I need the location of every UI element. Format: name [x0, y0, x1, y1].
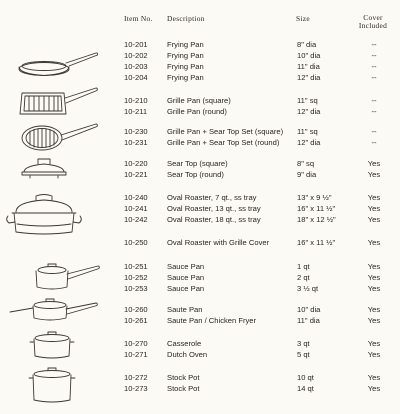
grille-pan-round-icon	[22, 124, 97, 150]
casserole-icon	[30, 332, 74, 358]
item-size: 11" dia	[297, 316, 320, 325]
item-number: 10-204	[124, 73, 148, 82]
frying-pan-icon	[19, 53, 98, 76]
item-number: 10-251	[124, 262, 148, 271]
cover-header-line2: Included	[358, 21, 388, 30]
item-number: 10-252	[124, 273, 148, 282]
cover-included: Yes	[367, 262, 381, 271]
oval-roaster-icon	[7, 195, 82, 235]
item-number: 10-203	[124, 62, 148, 71]
item-size: 12" dia	[297, 107, 321, 116]
item-size: 11" dia	[297, 62, 320, 71]
item-description: Oval Roaster with Grille Cover	[167, 238, 270, 247]
cover-included: Yes	[367, 273, 381, 282]
item-size: 11" sq	[297, 96, 318, 105]
item-description: Frying Pan	[167, 40, 204, 49]
saute-pan-icon	[10, 299, 97, 320]
item-size: 3 ½ qt	[297, 284, 319, 293]
cover-included: Yes	[367, 238, 381, 247]
cover-header-line1: Cover	[363, 13, 383, 22]
item-description: Oval Roaster, 13 qt., ss tray	[167, 204, 261, 213]
item-description: Saute Pan / Chicken Fryer	[167, 316, 257, 325]
cover-included: Yes	[367, 384, 381, 393]
grille-pan-square-icon	[20, 88, 97, 114]
item-number: 10-261	[124, 316, 148, 325]
item-number: 10-202	[124, 51, 148, 60]
sauce-pan-icon	[36, 264, 99, 289]
item-number: 10-210	[124, 96, 148, 105]
item-size: 1 qt	[297, 262, 310, 271]
cover-included: Yes	[367, 193, 381, 202]
item-size: 14 qt	[297, 384, 314, 393]
item-description: Casserole	[167, 339, 202, 348]
cover-included: --	[371, 51, 377, 60]
item-number: 10-240	[124, 193, 148, 202]
item-size: 13" x 9 ½"	[297, 193, 332, 202]
item-number: 10-253	[124, 284, 148, 293]
item-description: Grille Pan (round)	[167, 107, 227, 116]
item-size: 9" dia	[297, 170, 317, 179]
item-size: 10" dia	[297, 305, 321, 314]
item-size: 12" dia	[297, 138, 321, 147]
cover-included: Yes	[367, 284, 381, 293]
item-size: 2 qt	[297, 273, 310, 282]
item-description: Sauce Pan	[167, 284, 205, 293]
description-header: Description	[167, 14, 205, 23]
item-number: 10-242	[124, 215, 148, 224]
item-description: Frying Pan	[167, 51, 204, 60]
item-number: 10-231	[124, 138, 148, 147]
item-size: 5 qt	[297, 350, 310, 359]
item-description: Stock Pot	[167, 384, 200, 393]
item-size: 10 qt	[297, 373, 314, 382]
item-size: 16" x 11 ½"	[297, 238, 336, 247]
item-number: 10-241	[124, 204, 148, 213]
cover-included: --	[371, 96, 377, 105]
sear-top-icon	[22, 159, 66, 178]
item-description: Sauce Pan	[167, 273, 205, 282]
item-size: 11" sq	[297, 127, 318, 136]
item-description: Oval Roaster, 7 qt., ss tray	[167, 193, 257, 202]
item-number: 10-272	[124, 373, 148, 382]
item-description: Grille Pan + Sear Top Set (round)	[167, 138, 280, 147]
cover-included: Yes	[367, 215, 381, 224]
item-size: 8" dia	[297, 40, 317, 49]
cover-included: Yes	[367, 373, 381, 382]
cover-included: Yes	[367, 305, 381, 314]
cover-included: Yes	[367, 350, 381, 359]
cover-included: Yes	[367, 204, 381, 213]
cover-included: --	[371, 127, 377, 136]
item-size: 12" dia	[297, 73, 321, 82]
item-description: Dutch Oven	[167, 350, 208, 359]
cover-included: --	[371, 40, 377, 49]
item-number: 10-201	[124, 40, 148, 49]
item-description: Saute Pan	[167, 305, 203, 314]
item-number: 10-250	[124, 238, 148, 247]
item-description: Oval Roaster, 18 qt., ss tray	[167, 215, 261, 224]
cover-included: Yes	[367, 316, 381, 325]
cover-included: --	[371, 107, 377, 116]
item-description: Frying Pan	[167, 73, 204, 82]
item-description: Sear Top (square)	[167, 159, 228, 168]
cover-included: --	[371, 73, 377, 82]
item-number: 10-260	[124, 305, 148, 314]
item-number: 10-270	[124, 339, 148, 348]
item-description: Frying Pan	[167, 62, 204, 71]
item-number-header: Item No.	[124, 14, 153, 23]
item-number: 10-273	[124, 384, 148, 393]
cover-included: --	[371, 138, 377, 147]
size-header: Size	[296, 14, 310, 23]
item-description: Grille Pan + Sear Top Set (square)	[167, 127, 284, 136]
item-number: 10-220	[124, 159, 148, 168]
item-size: 16" x 11 ½"	[297, 204, 336, 213]
item-number: 10-221	[124, 170, 148, 179]
item-number: 10-271	[124, 350, 148, 359]
cover-included: Yes	[367, 159, 381, 168]
item-number: 10-211	[124, 107, 148, 116]
item-description: Stock Pot	[167, 373, 200, 382]
item-number: 10-230	[124, 127, 148, 136]
stock-pot-icon	[29, 368, 75, 402]
item-size: 10" dia	[297, 51, 321, 60]
item-size: 3 qt	[297, 339, 310, 348]
cover-included: Yes	[367, 170, 381, 179]
cover-included: Yes	[367, 339, 381, 348]
item-description: Sear Top (round)	[167, 170, 224, 179]
item-size: 18" x 12 ½"	[297, 215, 336, 224]
cover-included: --	[371, 62, 377, 71]
item-size: 8" sq	[297, 159, 315, 168]
item-description: Sauce Pan	[167, 262, 205, 271]
item-description: Grille Pan (square)	[167, 96, 231, 105]
